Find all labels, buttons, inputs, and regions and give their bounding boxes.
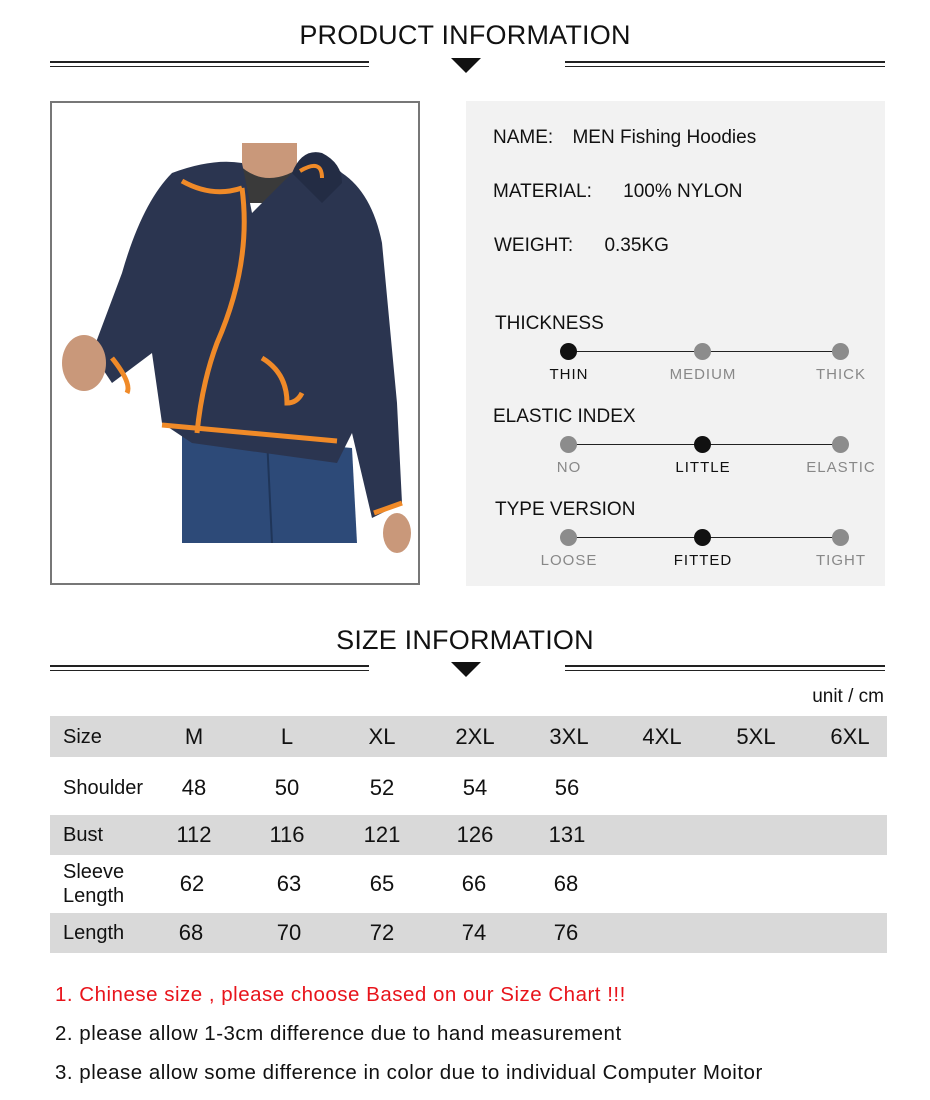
- header-cell: M: [184, 723, 204, 749]
- type-tight-dot: [832, 529, 849, 546]
- table-row: [50, 815, 887, 855]
- table-cell: 72: [369, 920, 395, 945]
- table-cell: 76: [553, 920, 579, 945]
- header-rule-left: [50, 61, 369, 67]
- weight-value: 0.35KG: [604, 235, 669, 256]
- table-cell: 48: [181, 775, 207, 800]
- header-cell: XL: [368, 723, 396, 749]
- header-rule-right: [565, 61, 885, 67]
- header-cell: 6XL: [830, 723, 870, 749]
- name-value: MEN Fishing Hoodies: [572, 127, 757, 148]
- elastic-title: ELASTIC INDEX: [493, 406, 636, 427]
- type-version-title: TYPE VERSION: [495, 499, 636, 520]
- table-cell: 116: [269, 822, 305, 847]
- size-rule-left: [50, 665, 369, 671]
- row-label: Length: [63, 922, 125, 944]
- material-value: 100% NYLON: [623, 181, 743, 202]
- elastic-elastic-dot: [832, 436, 849, 453]
- row-label: Shoulder: [63, 777, 144, 799]
- table-cell: 63: [276, 871, 302, 896]
- name-label: NAME:: [493, 127, 554, 148]
- table-cell: 131: [548, 822, 586, 847]
- table-cell: 50: [274, 775, 300, 800]
- note-color: 3. please allow some difference in color due to individual Computer Moitor: [55, 1061, 763, 1084]
- elastic-little-label: LITTLE: [675, 459, 731, 476]
- type-loose-label: LOOSE: [540, 552, 598, 569]
- table-cell: 56: [554, 775, 580, 800]
- header-arrow-icon: [451, 58, 481, 73]
- row-label: Bust: [63, 824, 104, 846]
- table-row: [50, 913, 887, 953]
- thickness-thick-dot: [832, 343, 849, 360]
- header-cell: 2XL: [455, 723, 495, 749]
- table-cell: 62: [179, 871, 205, 896]
- table-cell: 126: [456, 822, 494, 847]
- material-row: [493, 181, 743, 203]
- thickness-thick-label: THICK: [816, 366, 866, 383]
- type-fitted-dot: [694, 529, 711, 546]
- size-rule-right: [565, 665, 885, 671]
- type-loose-dot: [560, 529, 577, 546]
- table-row: [50, 859, 887, 909]
- unit-label: unit / cm: [812, 686, 884, 707]
- thickness-thin-label: THIN: [549, 366, 589, 383]
- header-cell: 5XL: [736, 723, 776, 749]
- table-cell: 66: [461, 871, 487, 896]
- header-cell: L: [280, 723, 294, 749]
- type-tight-label: TIGHT: [816, 552, 866, 569]
- thickness-title: THICKNESS: [495, 313, 604, 334]
- size-header-row: [50, 716, 887, 757]
- header-cell: Size: [63, 725, 102, 748]
- thickness-medium-dot: [694, 343, 711, 360]
- table-cell: 70: [276, 920, 302, 945]
- table-cell: 112: [176, 822, 212, 847]
- weight-row: [494, 235, 669, 257]
- name-row: [493, 127, 756, 149]
- header-cell: 3XL: [549, 723, 589, 749]
- note-chinese-size: 1. Chinese size , please choose Based on our Size Chart !!!: [55, 983, 626, 1006]
- size-info-title: SIZE INFORMATION: [336, 625, 594, 655]
- table-cell: 121: [363, 822, 401, 847]
- elastic-elastic-label: ELASTIC: [806, 459, 876, 476]
- elastic-no-label: NO: [556, 459, 582, 476]
- table-cell: 52: [369, 775, 395, 800]
- weight-label: WEIGHT:: [494, 235, 574, 256]
- table-cell: 65: [369, 871, 395, 896]
- table-cell: 68: [553, 871, 579, 896]
- hoodie-illustration: [52, 103, 418, 583]
- table-cell: 54: [462, 775, 488, 800]
- elastic-no-dot: [560, 436, 577, 453]
- type-fitted-label: FITTED: [673, 552, 733, 569]
- table-cell: 68: [178, 920, 204, 945]
- note-measurement: 2. please allow 1-3cm difference due to hand measurement: [55, 1022, 622, 1045]
- elastic-little-dot: [694, 436, 711, 453]
- thickness-medium-label: MEDIUM: [669, 366, 737, 383]
- row-label: Sleeve Length: [63, 861, 125, 907]
- thickness-thin-dot: [560, 343, 577, 360]
- header-cell: 4XL: [642, 723, 682, 749]
- material-label: MATERIAL:: [493, 181, 592, 202]
- size-arrow-icon: [451, 662, 481, 677]
- product-info-title: PRODUCT INFORMATION: [299, 20, 631, 50]
- product-info-panel: [466, 101, 885, 586]
- product-photo: [50, 101, 420, 585]
- table-cell: 74: [461, 920, 487, 945]
- table-row: [50, 765, 887, 811]
